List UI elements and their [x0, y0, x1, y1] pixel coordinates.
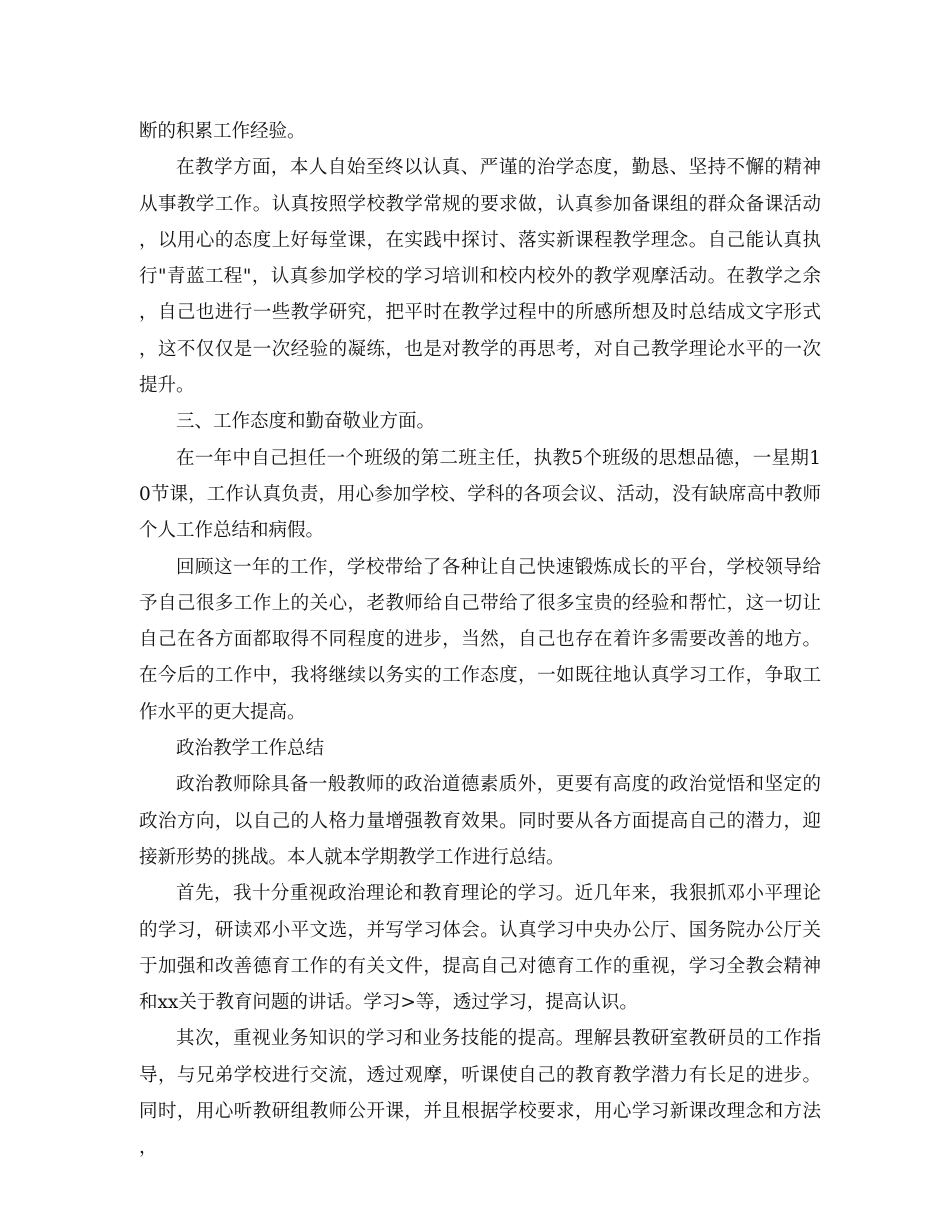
document-body	[139, 114, 821, 1167]
paragraph-5: 回顾这一年的工作，学校带给了各种让自己快速锻炼成长的平台，学校领导给予自己很多工作上的关心，老教师给自己带给了很多宝贵的经验和帮忙，这一切让自己在各方面都取得不同程度的进步，当然，自己也存在着许多需要改善的地方。在今后的工作中，我将继续以务实的工作态度，一如既往地认真学习工作，争取工作水平的更大提高。	[139, 556, 821, 723]
paragraph-9: 其次，重视业务知识的学习和业务技能的提高。理解县教研室教研员的工作指导，与兄弟学校进行交流，透过观摩，听课使自己的教育教学潜力有长足的进步。同时，用心听教研组教师公开课，并且根据学校要求，用心学习新课改理念和方法，	[139, 1028, 821, 1159]
paragraph-2: 在教学方面，本人自始至终以认真、严谨的治学态度，勤恳、坚持不懈的精神从事教学工作。认真按照学校教学常规的要求做，认真参加备课组的群众备课活动，以用心的态度上好每堂课，在实践中探讨、落实新课程教学理念。自己能认真执行"青蓝工程"，认真参加学校的学习培训和校内校外的教学观摩活动。在教学之余，自己也进行一些教学研究，把平时在教学过程中的所感所想及时总结成文字形式，这不仅仅是一次经验的凝练，也是对教学的再思考，对自己教学理论水平的一次提升。	[139, 157, 821, 397]
paragraph-7: 政治教师除具备一般教师的政治道德素质外，更要有高度的政治觉悟和坚定的政治方向，以自己的人格力量增强教育效果。同时要从各方面提高自己的潜力，迎接新形势的挑战。本人就本学期教学工作进行总结。	[139, 774, 821, 868]
section-heading-3: 三、工作态度和勤奋敬业方面。	[176, 411, 436, 433]
paragraph-8: 首先，我十分重视政治理论和教育理论的学习。近几年来，我狠抓邓小平理论的学习，研读邓小平文选，并写学习体会。认真学习中央办公厅、国务院办公厅关于加强和改善德育工作的有关文件，提高自己对德育工作的重视，学习全教会精神和xx关于教育问题的讲话。学习>等，透过学习，提高认识。	[139, 883, 821, 1014]
section-title-6: 政治教学工作总结	[176, 738, 325, 760]
paragraph-4: 在一年中自己担任一个班级的第二班主任，执教5个班级的思想品德，一星期10节课，工作认真负责，用心参加学校、学科的各项会议、活动，没有缺席高中教师个人工作总结和病假。	[139, 447, 821, 542]
paragraph-1: 断的积累工作经验。	[139, 121, 306, 142]
